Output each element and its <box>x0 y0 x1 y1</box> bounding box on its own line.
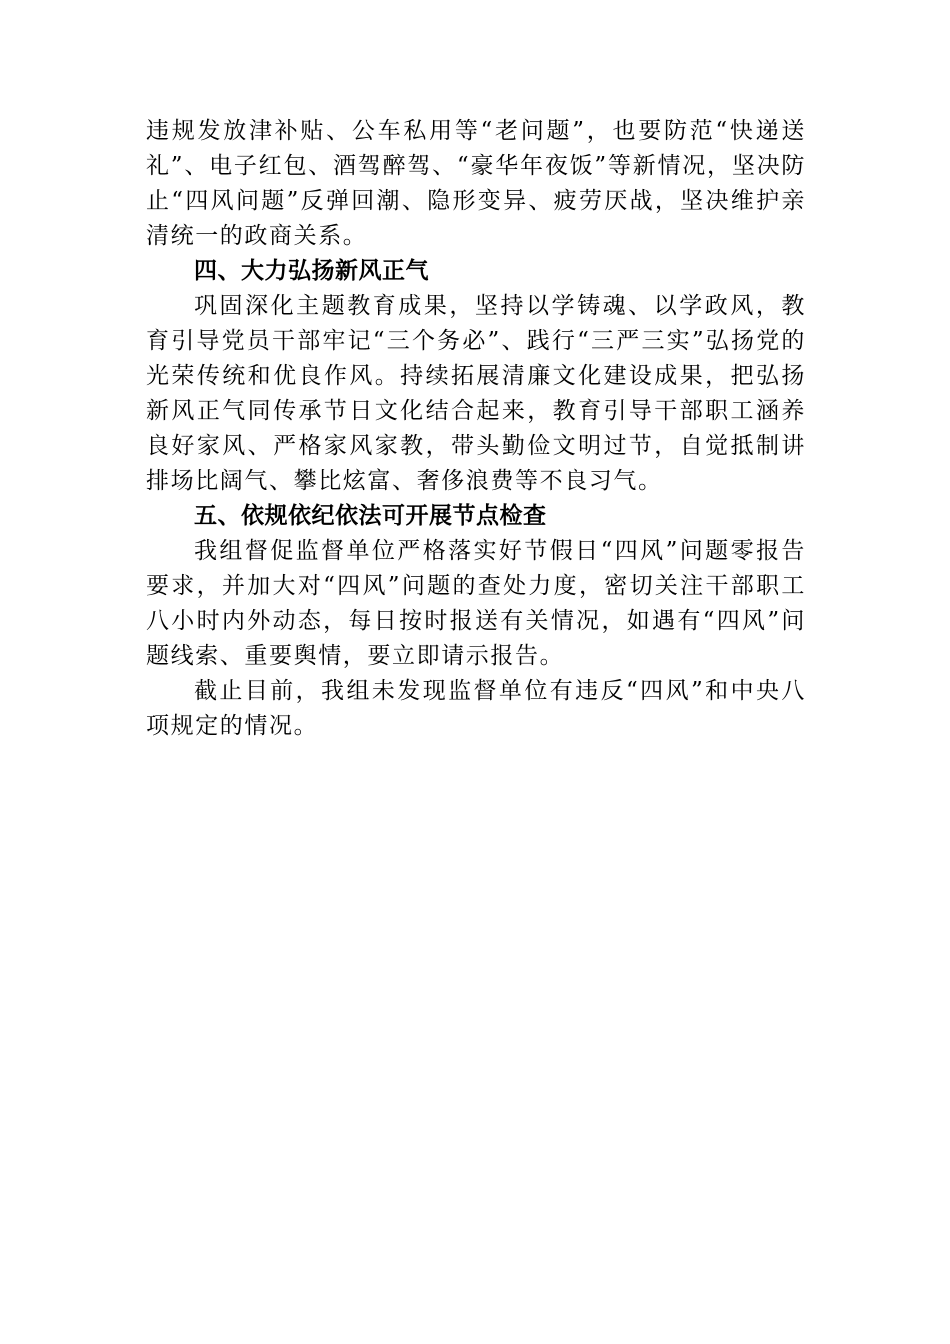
section-heading-5: 五、依规依纪依法可开展节点检查 <box>194 503 547 529</box>
paragraph-conclusion: 截止目前，我组未发现监督单位有违反“四风”和中央八项规定的情况。 <box>146 678 806 739</box>
section-heading-4: 四、大力弘扬新风正气 <box>194 258 429 284</box>
paragraph-new-style: 巩固深化主题教育成果，坚持以学铸魂、以学政风，教育引导党员干部牢记“三个务必”、践行“三严三实”弘扬党的光荣传统和优良作风。持续拓展清廉文化建设成果，把弘扬新风正气同传承节日文化结合起来，教育引导干部职工涵养良好家风、严格家风家教，带头勤俭文明过节，自觉抵制讲排场比阔气、攀比炫富、奢侈浪费等不良习气。 <box>146 293 806 494</box>
paragraph-continuation: 违规发放津补贴、公车私用等“老问题”，也要防范“快递送礼”、电子红包、酒驾醉驾、“豪华年夜饭”等新情况，坚决防止“四风问题”反弹回潮、隐形变异、疲劳厌战，坚决维护亲清统一的政商关系。 <box>146 118 806 249</box>
document-body <box>146 114 806 744</box>
paragraph-inspection: 我组督促监督单位严格落实好节假日“四风”问题零报告要求，并加大对“四风”问题的查处力度，密切关注干部职工八小时内外动态，每日按时报送有关情况，如遇有“四风”问题线索、重要舆情，要立即请示报告。 <box>146 538 806 669</box>
